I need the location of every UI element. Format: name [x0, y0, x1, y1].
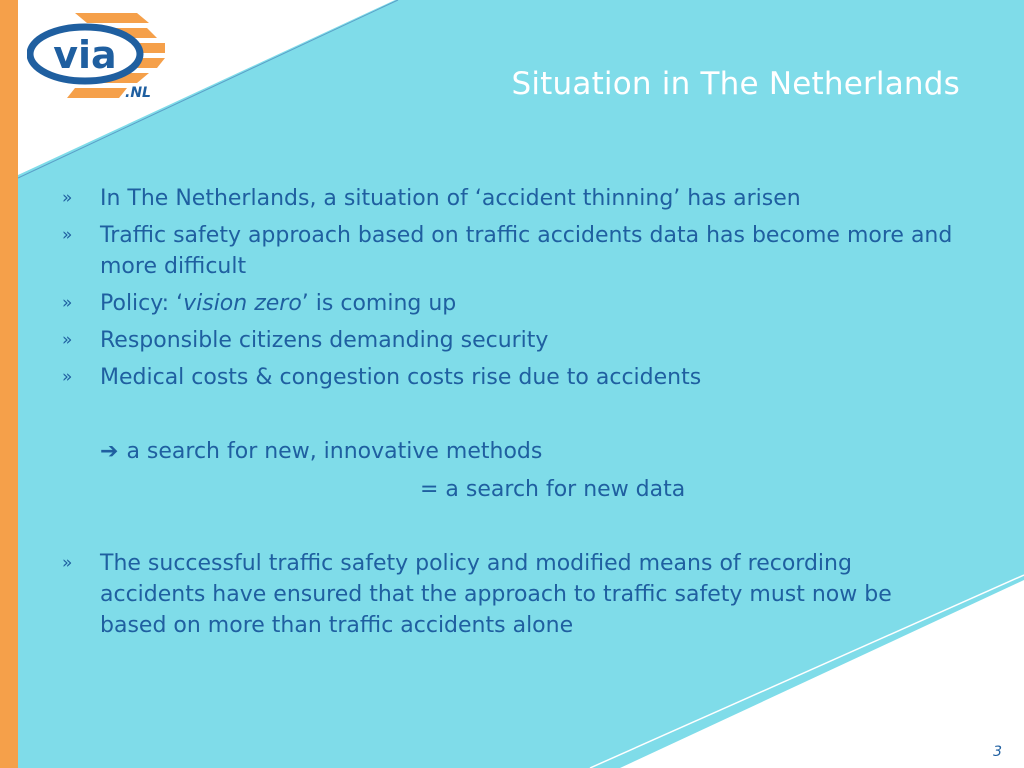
bullet-text: In The Netherlands, a situation of ‘accident thinning’ has arisen	[100, 186, 801, 211]
bullet-marker: »	[62, 553, 73, 573]
bullet-text: Responsible citizens demanding security	[100, 328, 549, 353]
bullet-marker: »	[62, 225, 73, 245]
conclusion-line	[100, 436, 542, 467]
bullet-prefix: Policy: ‘	[100, 291, 184, 316]
arrow-right-icon: ➔	[100, 439, 119, 464]
bullet-item	[60, 362, 980, 393]
bullet-marker: »	[62, 293, 73, 313]
bullet-text: The successful traffic safety policy and modified means of recording accidents have ensured that the approach to traffic safety must now be based on more than traffic accidents alone	[100, 551, 892, 638]
bullet-text: Medical costs & congestion costs rise due to accidents	[100, 365, 702, 390]
bullet-list	[60, 183, 980, 399]
bullet-emphasis: vision zero	[183, 291, 302, 316]
bullet-item	[60, 220, 980, 282]
bullet-item	[60, 548, 960, 641]
bullet-marker: »	[62, 367, 73, 387]
via-logo	[27, 10, 177, 102]
final-bullet	[60, 548, 960, 647]
bullet-item	[60, 325, 980, 356]
bullet-suffix: ’ is coming up	[301, 291, 457, 316]
conclusion-text: a search for new, innovative methods	[126, 439, 543, 464]
logo-text: via	[53, 33, 117, 77]
slide-title: Situation in The Netherlands	[511, 66, 960, 102]
logo-suffix: .NL	[125, 85, 151, 101]
bullet-item	[60, 288, 980, 319]
page-number: 3	[993, 744, 1002, 760]
bullet-item	[60, 183, 980, 214]
bullet-marker: »	[62, 188, 73, 208]
conclusion-equals-line: = a search for new data	[420, 477, 686, 502]
bullet-text: Traffic safety approach based on traffic accidents data has become more and more difficult	[100, 223, 953, 279]
bullet-marker: »	[62, 330, 73, 350]
